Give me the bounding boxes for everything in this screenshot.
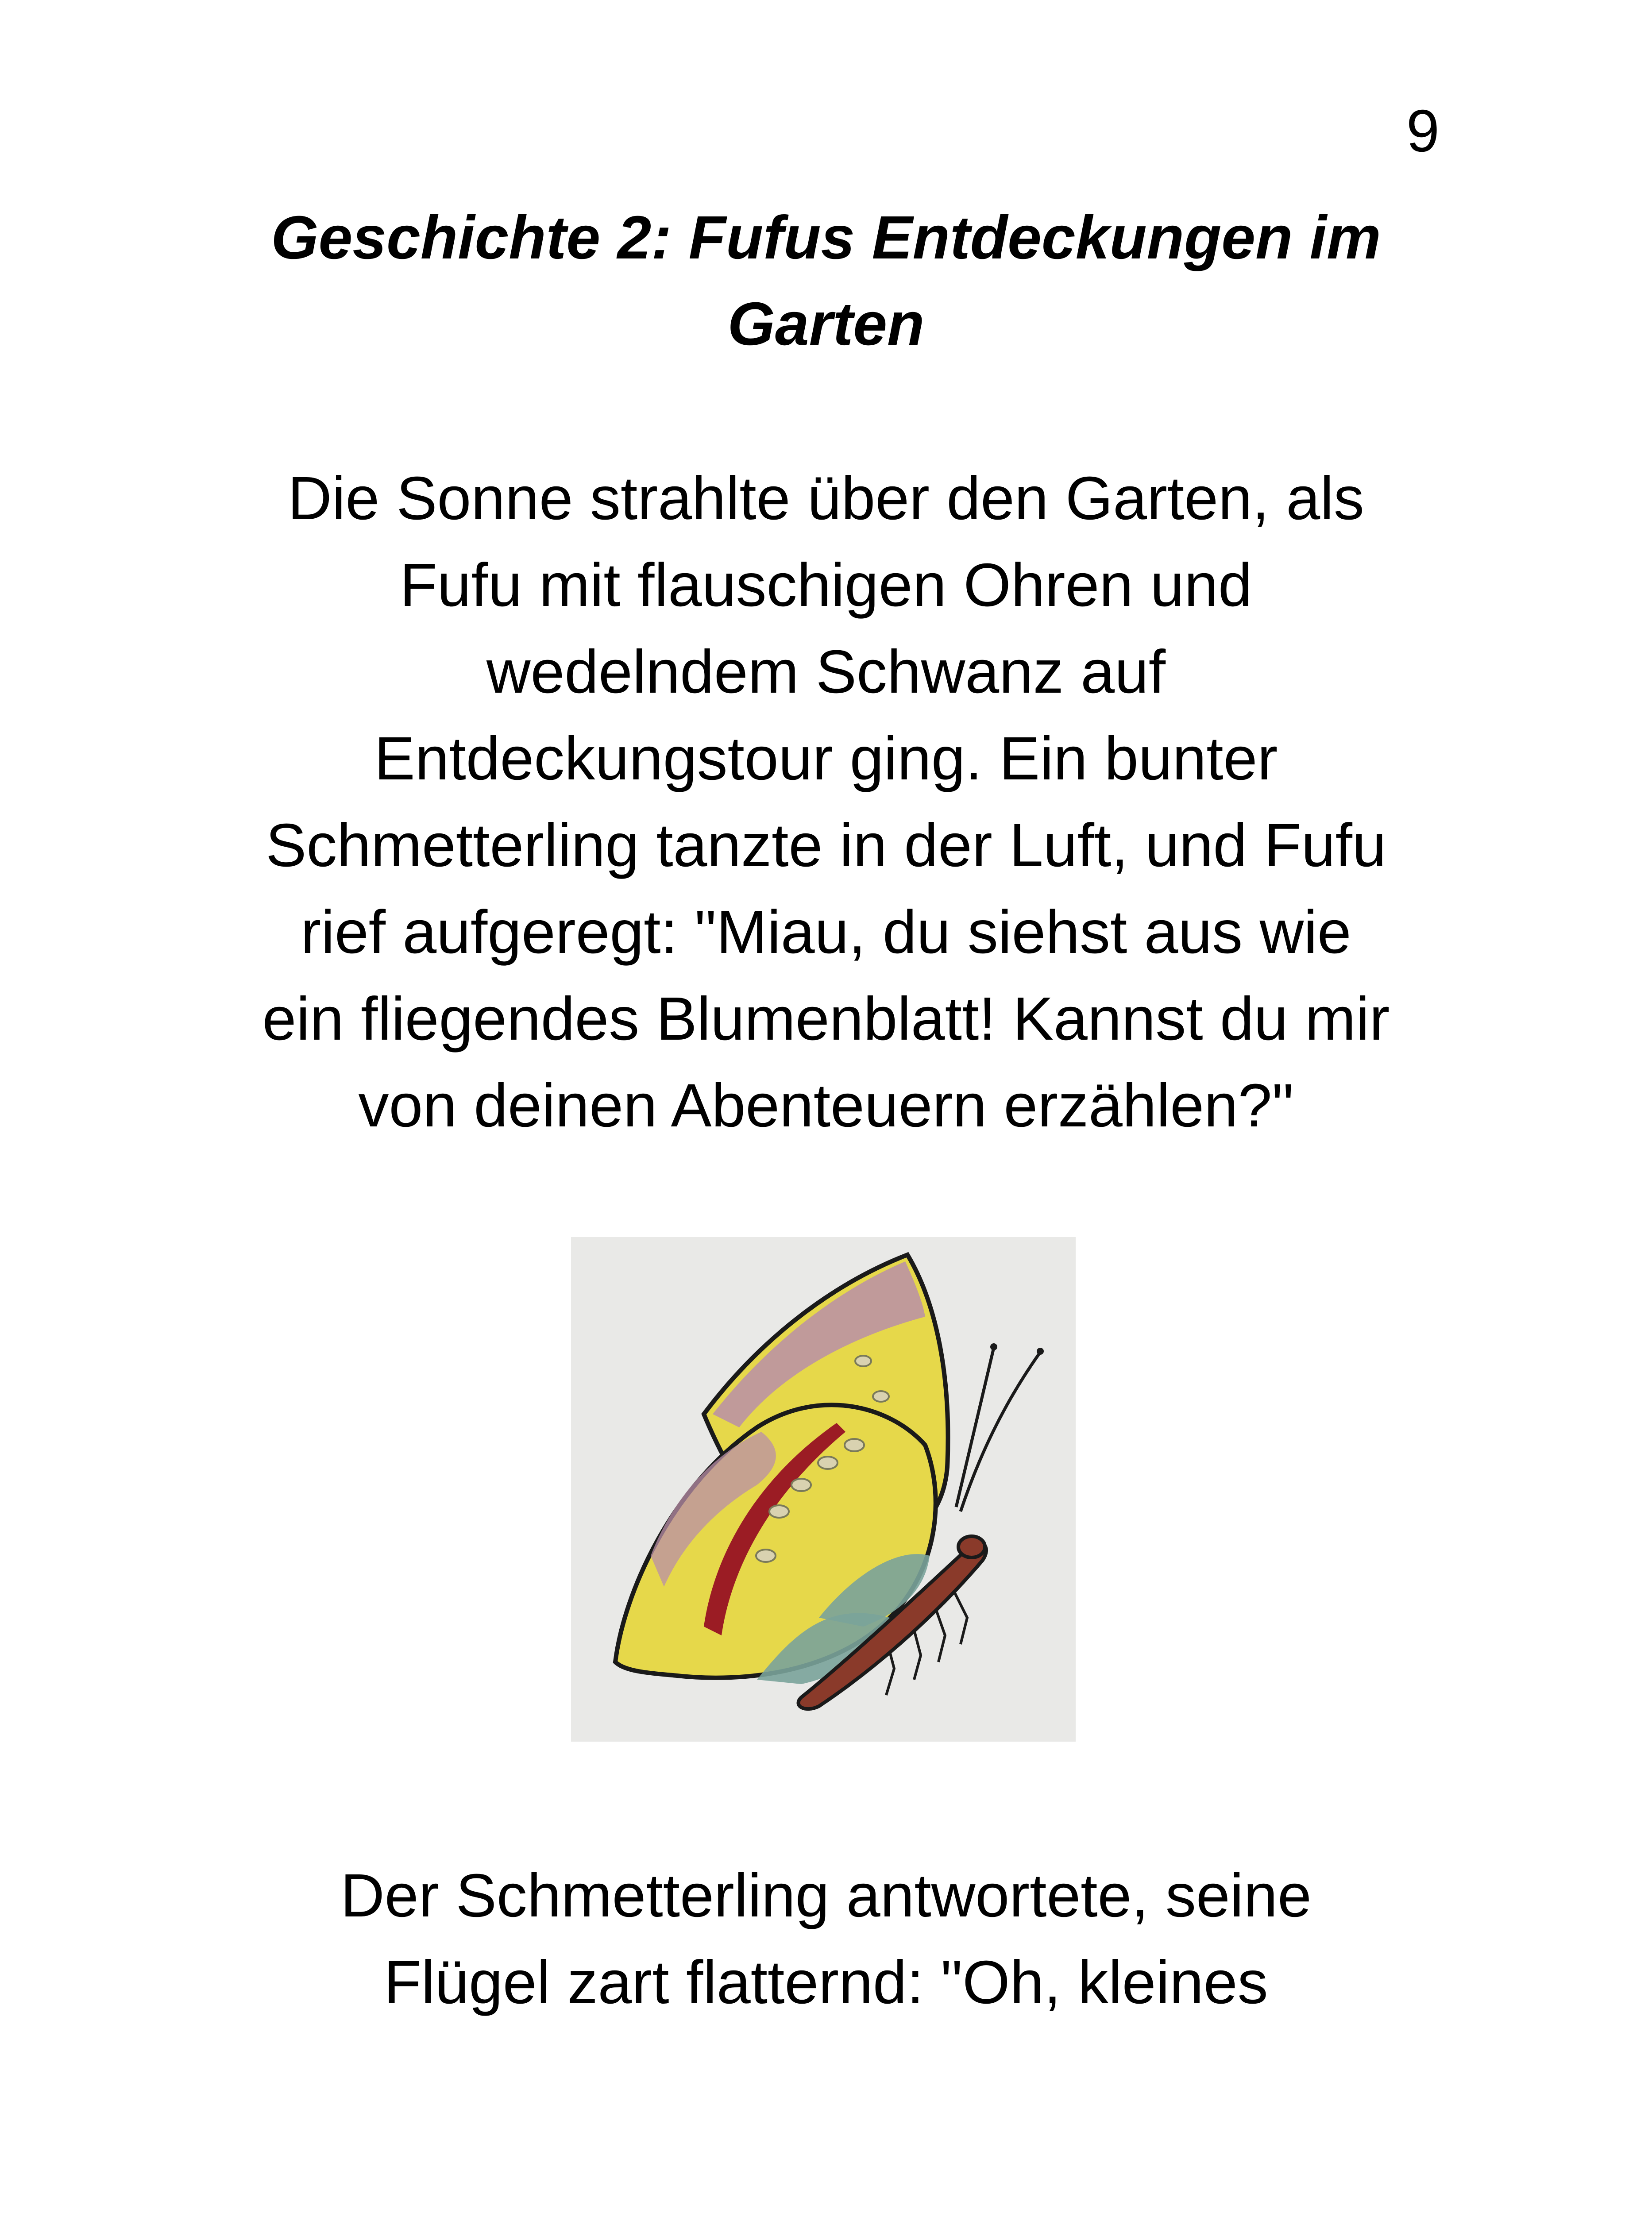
paragraph-line: Entdeckungstour ging. Ein bunter [374,725,1278,793]
butterfly-icon [571,1237,1076,1742]
paragraph-line: Fufu mit flauschigen Ohren und [400,551,1252,619]
paragraph-line: Die Sonne strahlte über den Garten, als [288,464,1364,532]
paragraph-line: Schmetterling tanzte in der Luft, und Fufu [266,811,1386,879]
story-title-line: Geschichte 2: Fufus Entdeckungen im [271,204,1381,272]
butterfly-illustration [571,1237,1076,1742]
paragraph-line: rief aufgeregt: "Miau, du siehst aus wie [301,898,1351,966]
story-paragraph-2 [0,1852,1652,2026]
paragraph-line: Der Schmetterling antwortete, seine [340,1862,1312,1930]
paragraph-line: ein fliegendes Blumenblatt! Kannst du mir [262,985,1390,1053]
story-title-line: Garten [727,290,925,358]
paragraph-line: wedelndem Schwanz auf [486,638,1166,706]
story-title [0,195,1652,367]
page-number: 9 [1406,97,1440,164]
story-paragraph-1 [0,455,1652,1149]
paragraph-line: Flügel zart flatternd: "Oh, kleines [384,1948,1268,2016]
paragraph-line: von deinen Abenteuern erzählen?" [358,1072,1294,1140]
